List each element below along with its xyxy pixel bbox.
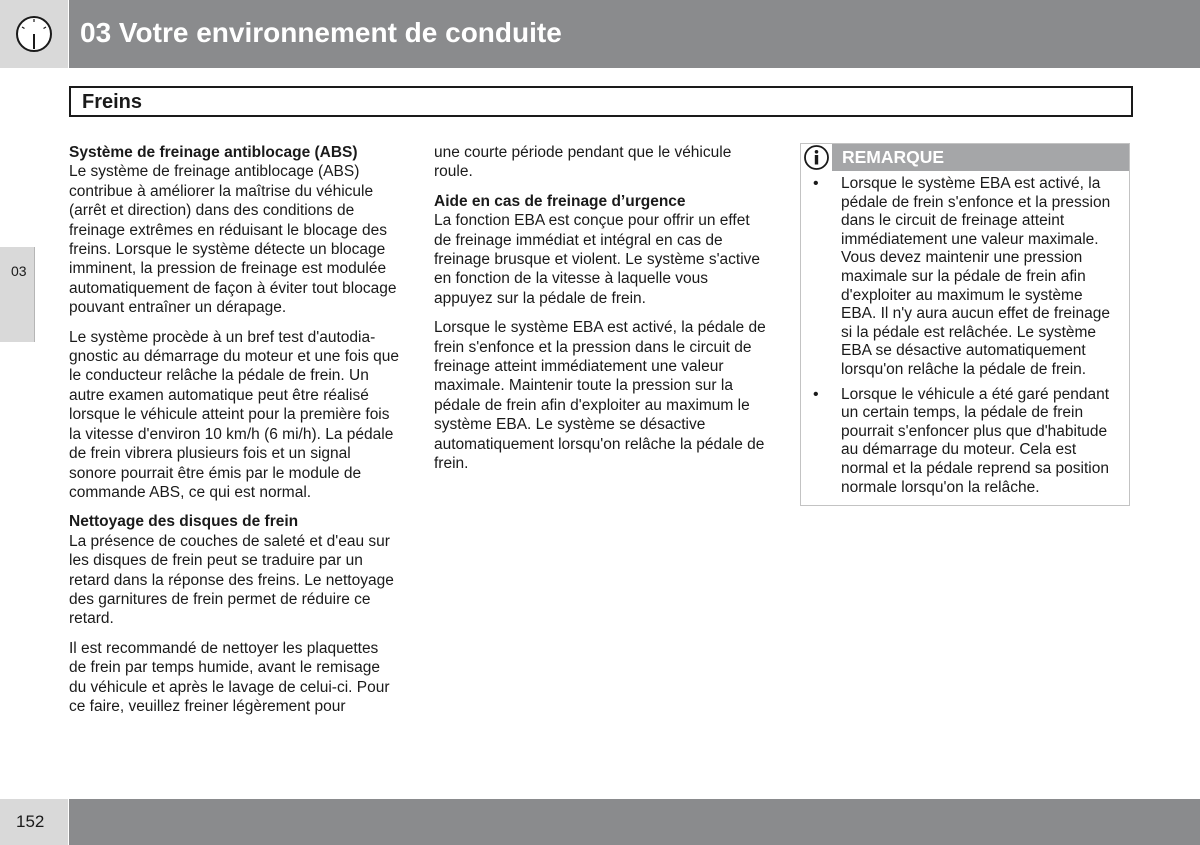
list-item-text: Lorsque le système EBA est activé, la pédale de frein s'enfonce et la pression dans le circuit de freinage atteint immédiatement une valeur maximale. Vous devez maintenir une pression maximale sur la pédale de frein afin d'exploiter au maximum le système EBA. Il n'y aura aucun effet de freinage si la pédale est relâchée. Le système EBA se désactive automatiquement lorsqu'on relâche la pédale de frein. <box>841 175 1111 378</box>
speedometer-icon <box>15 15 53 53</box>
chapter-title: 03 Votre environnement de conduite <box>80 17 562 48</box>
list-item-text: Lorsque le véhicule a été garé pendant un certain temps, la pédale de frein pourrait s'enfoncer plus que d'habitude au démarrage du moteur. Cela est normal et la pédale reprend sa position normale lorsqu'on la relâche. <box>841 385 1110 496</box>
paragraph: Le système procède à un bref test d'autodiagnostic au démarrage du moteur et une fois que le conducteur relâche la pédale de frein. Un autre examen automatique peut être réalisé lorsque le véhicule atteint pour la première fois la vitesse d'environ 10 km/h (6 mi/h). La pédale de frein vibrera plusieurs fois et un signal sonore pourrait être émis par le module de commande ABS, ce qui est normal. <box>69 328 400 501</box>
bullet: • <box>813 175 819 192</box>
section-title: Freins <box>82 91 143 113</box>
paragraph: Lorsque le système EBA est activé, la pédale de frein s'enfonce et la pression dans le circuit de freinage atteint immédiatement une valeur maximale. Maintenir toute la pression sur la pédale de frein afin d'exploiter au maximum le système EBA. Le système se désactive automatiquement lorsqu'on relâche la pédale de frein. <box>434 319 766 473</box>
section-header <box>69 86 1133 117</box>
paragraph: Le système de freinage antiblocage (ABS) contribue à améliorer la maîtrise du véhicule (arrêt et direction) dans des conditions de freinage extrêmes en réduisant le blocage des freins. Lorsque le système détecte un blocage imminent, la pression de freinage est modulée automatiquement de façon à éviter tout blocage pouvant entraîner un dérapage. <box>69 163 397 317</box>
chapter-tab-label: 03 <box>11 263 27 279</box>
heading-disc-cleaning: Nettoyage des disques de frein <box>69 513 299 531</box>
list-item <box>801 386 1129 498</box>
paragraph: La fonction EBA est conçue pour offrir un effet de freinage immédiat et intégral en cas de freinage brusque et violent. Le système s'active en fonction de la vitesse à laquelle vous appuyez sur la pédale de frein. <box>434 212 761 307</box>
paragraph: une courte période pendant que le véhicule roule. <box>434 144 732 181</box>
note-list <box>801 175 1129 503</box>
heading-emergency-braking: Aide en cas de freinage d’urgence <box>434 192 686 210</box>
bullet: • <box>813 385 819 403</box>
list-item <box>801 175 1129 380</box>
text-column-1 <box>69 143 399 726</box>
text-column-2 <box>434 143 766 484</box>
heading-abs: Système de freinage antiblocage (ABS) <box>69 144 358 161</box>
note-header <box>801 144 1129 171</box>
chapter-tab <box>0 247 35 342</box>
page-number-box <box>0 799 68 845</box>
note-title: REMARQUE <box>842 147 945 167</box>
page-number: 152 <box>16 812 45 831</box>
paragraph: Il est recommandé de nettoyer les plaquettes de frein par temps humide, avant le remisage du véhicule et après le lavage de celui-ci. Pour ce faire, veuillez freiner légèrement pour <box>69 639 390 715</box>
info-icon <box>803 144 830 171</box>
note-icon-container <box>801 144 832 171</box>
note-box <box>800 143 1130 506</box>
footer-bar <box>69 799 1200 845</box>
header-icon-box <box>0 0 68 68</box>
paragraph: La présence de couches de saleté et d'eau sur les disques de frein peut se traduire par un retard dans la réponse des freins. Le nettoyage des garnitures de frein permet de réduire ce retard. <box>69 532 394 628</box>
header-bar <box>69 0 1200 68</box>
